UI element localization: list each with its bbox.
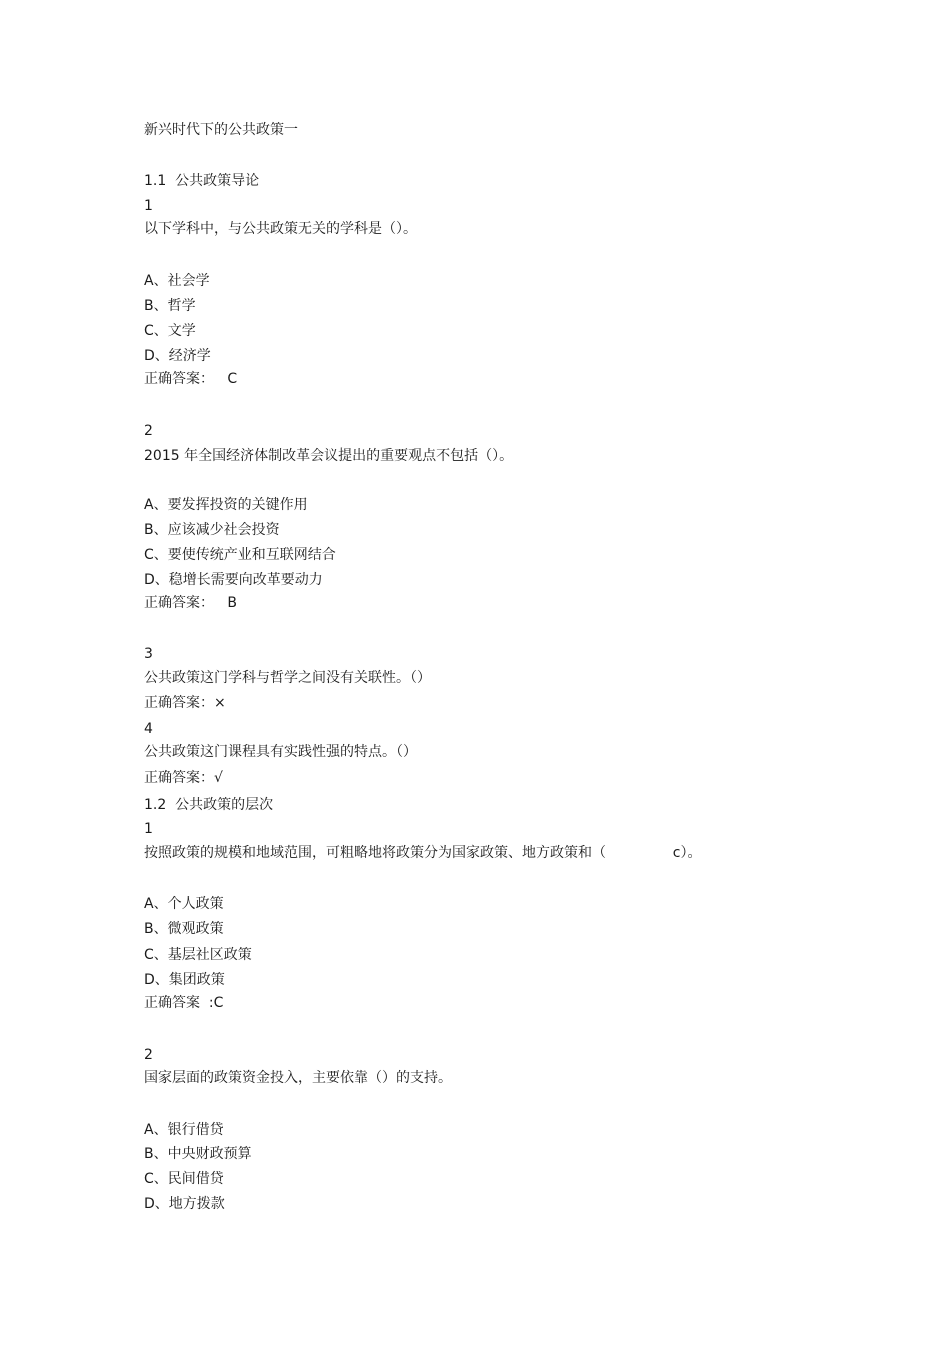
- option-text: A、银行借贷: [144, 1122, 224, 1138]
- option-text: B、微观政策: [144, 921, 224, 937]
- answer-text: 正确答案：√: [144, 770, 223, 786]
- option-text: A、要发挥投资的关键作用: [144, 497, 308, 513]
- option-text: B、应该减少社会投资: [144, 522, 280, 538]
- option-text: B、哲学: [144, 298, 196, 314]
- section-heading: 1.2 公共政策的层次: [144, 797, 274, 813]
- option-text: C、民间借贷: [144, 1171, 224, 1187]
- question-text: 2015 年全国经济体制改革会议提出的重要观点不包括（）。: [144, 448, 514, 464]
- question-number: 2: [144, 423, 153, 439]
- option-text: A、社会学: [144, 273, 210, 289]
- question-text: 国家层面的政策资金投入，主要依靠（）的支持。: [144, 1070, 452, 1086]
- question-number: 3: [144, 646, 153, 662]
- answer-text: 正确答案： B: [144, 595, 237, 611]
- option-text: B、中央财政预算: [144, 1146, 252, 1162]
- question-text: 按照政策的规模和地域范围，可粗略地将政策分为国家政策、地方政策和（ c）。: [144, 845, 702, 861]
- option-text: C、要使传统产业和互联网结合: [144, 547, 336, 563]
- question-number: 1: [144, 198, 153, 214]
- question-text: 公共政策这门学科与哲学之间没有关联性。（）: [144, 670, 431, 686]
- question-number: 2: [144, 1047, 153, 1063]
- option-text: C、文学: [144, 323, 196, 339]
- option-text: D、经济学: [144, 348, 211, 364]
- option-text: D、稳增长需要向改革要动力: [144, 572, 323, 588]
- question-number: 4: [144, 721, 153, 737]
- option-text: D、集团政策: [144, 972, 225, 988]
- question-text: 以下学科中，与公共政策无关的学科是（）。: [144, 221, 417, 237]
- option-text: A、个人政策: [144, 896, 224, 912]
- answer-text: 正确答案：×: [144, 695, 226, 711]
- answer-text: 正确答案 :C: [144, 995, 224, 1011]
- section-heading: 1.1 公共政策导论: [144, 173, 260, 189]
- document-title: 新兴时代下的公共政策一: [144, 122, 298, 138]
- question-number: 1: [144, 821, 153, 837]
- question-text: 公共政策这门课程具有实践性强的特点。（）: [144, 744, 417, 760]
- answer-text: 正确答案： C: [144, 371, 238, 387]
- option-text: C、基层社区政策: [144, 947, 252, 963]
- option-text: D、地方拨款: [144, 1196, 225, 1212]
